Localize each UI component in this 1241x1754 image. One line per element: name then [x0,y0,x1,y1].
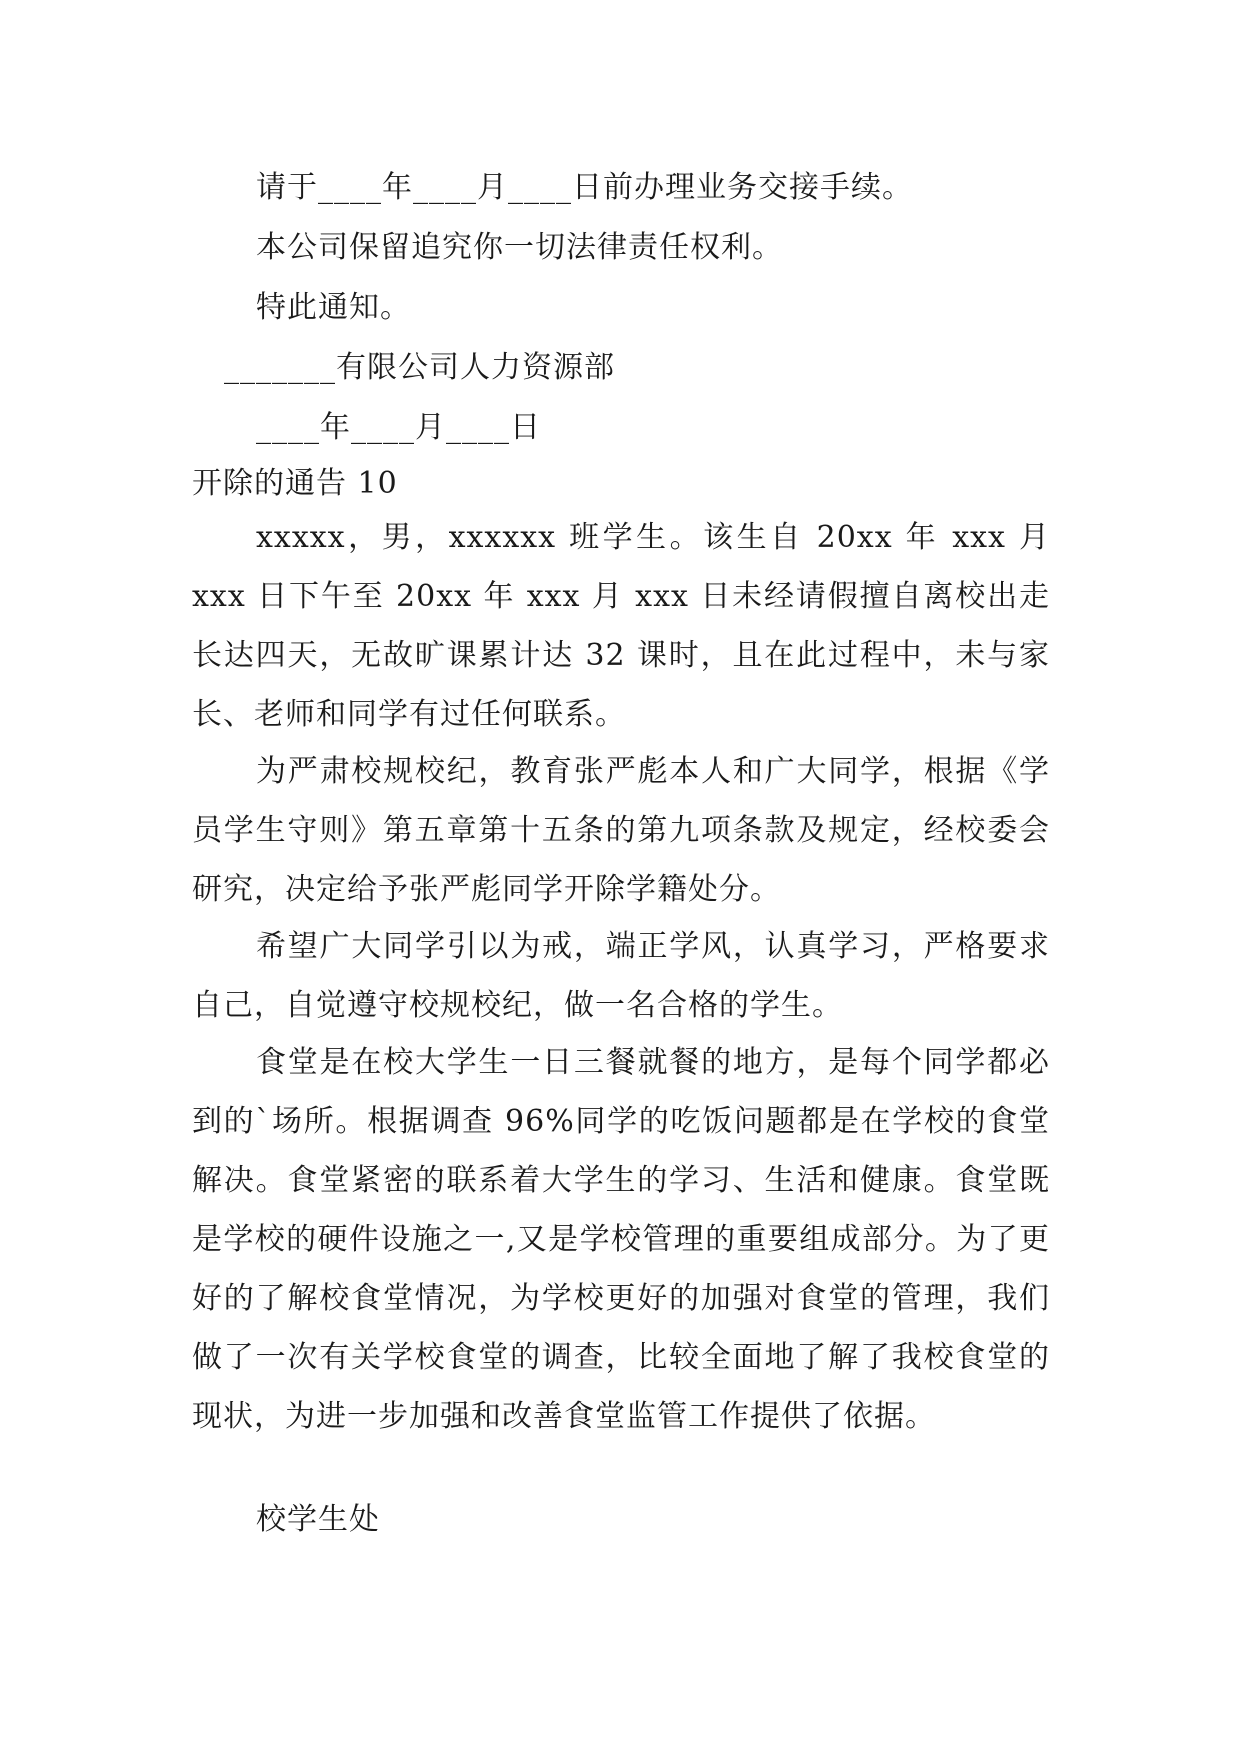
paragraph-canteen: 食堂是在校大学生一日三餐就餐的地方，是每个同学都必到的`场所。根据调查 96%同学的吃饭问题都是在学校的食堂解决。食堂紧密的联系着大学生的学习、生活和健康。食堂既是学校的硬件设施之一,又是学校管理的重要组成部分。为了更好的了解校食堂情况，为学校更好的加强对食堂的管理，我们做了一次有关学校食堂的调查，比较全面地了解了我校食堂的现状，为进一步加强和改善食堂监管工作提供了依据。 [192,1045,1050,1434]
paragraph-decision: 为严肃校规校纪，教育张严彪本人和广大同学，根据《学员学生守则》第五章第十五条的第九项条款及规定，经校委会研究，决定给予张严彪同学开除学籍处分。 [192,754,1050,907]
issuer-line: 校学生处 [256,1502,380,1537]
paragraph-incident: xxxxx，男，xxxxxx 班学生。该生自 20xx 年 xxx 月 xxx 日下午至 20xx 年 xxx 月 xxx 日未经请假擅自离校出走长达四天，无故旷课累计达 32 课时，且在此过程中，未与家长、老师和同学有过任何联系。 [192,520,1050,732]
handover-line: 请于____年____月____日前办理业务交接手续。 [256,170,913,205]
closing-line: 特此通知。 [256,290,411,325]
date-line: ____年____月____日 [256,410,541,445]
signature-line: _______有限公司人力资源部 [224,350,615,385]
reserve-rights-line: 本公司保留追究你一切法律责任权利。 [256,230,783,265]
paragraph-warning: 希望广大同学引以为戒，端正学风，认真学习，严格要求自己，自觉遵守校规校纪，做一名合格的学生。 [192,929,1050,1023]
section-title: 开除的通告 10 [192,466,398,501]
